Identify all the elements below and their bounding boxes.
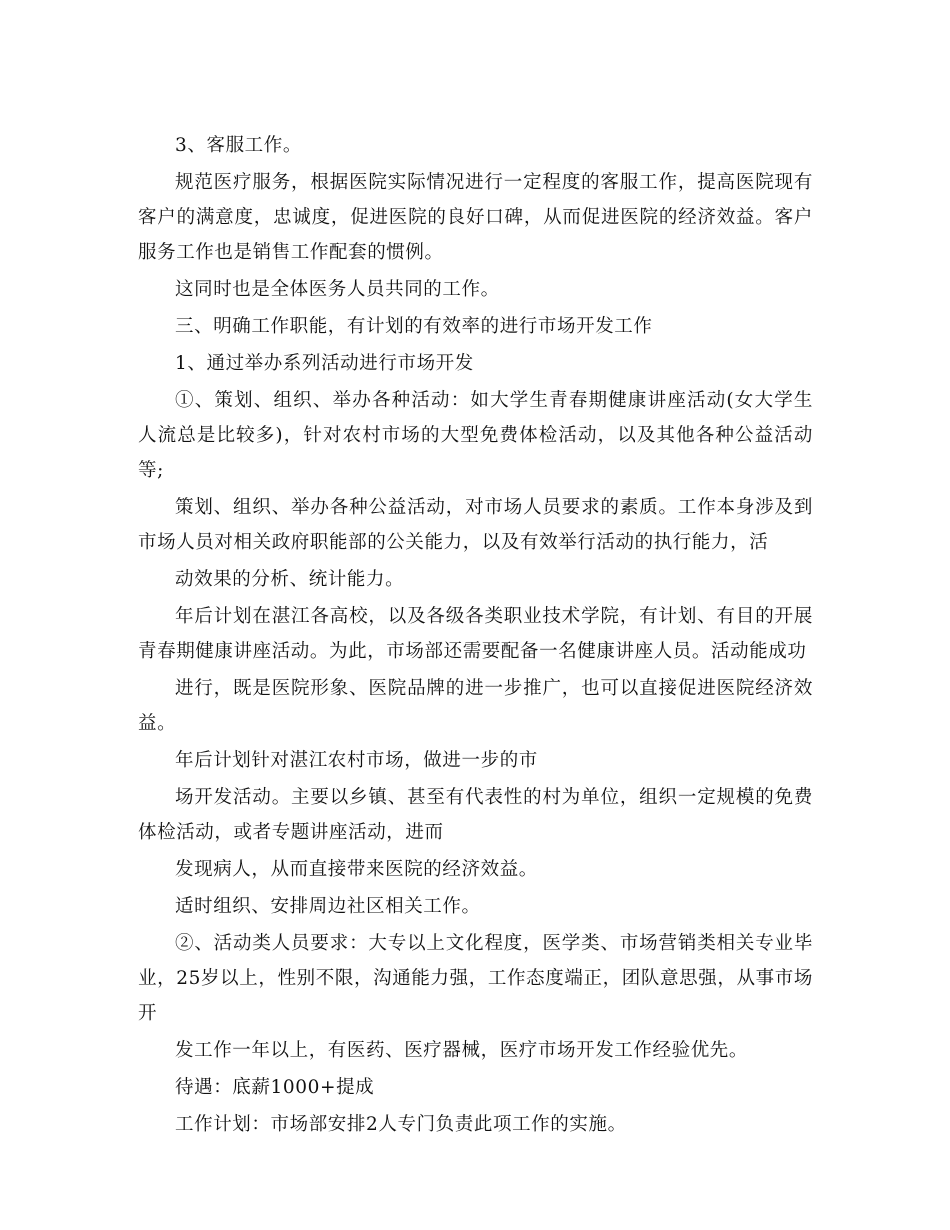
- paragraph: 工作计划：市场部安排2人专门负责此项工作的实施。: [175, 1114, 627, 1135]
- paragraph: 三、明确工作职能，有计划的有效率的进行市场开发工作: [175, 316, 653, 337]
- paragraph: 场开发活动。主要以乡镇、甚至有代表性的村为单位，组织一定规模的免费体检活动，或者专题讲座活动，进而: [138, 787, 813, 843]
- paragraph: 策划、组织、举办各种公益活动，对市场人员要求的素质。工作本身涉及到市场人员对相关政府职能部的公关能力，以及有效举行活动的执行能力，活: [138, 497, 813, 553]
- paragraph: 进行，既是医院形象、医院品牌的进一步推广，也可以直接促进医院经济效益。: [138, 678, 813, 734]
- document-body: [138, 128, 813, 1142]
- paragraph: 发现病人，从而直接带来医院的经济效益。: [175, 859, 538, 880]
- paragraph: 发工作一年以上，有医药、医疗器械，医疗市场开发工作经验优先。: [175, 1040, 749, 1061]
- paragraph: 这同时也是全体医务人员共同的工作。: [175, 279, 500, 300]
- paragraph: 年后计划在湛江各高校，以及各级各类职业技术学院，有计划、有目的开展青春期健康讲座活动。为此，市场部还需要配备一名健康讲座人员。活动能成功: [138, 606, 813, 662]
- paragraph: 规范医疗服务，根据医院实际情况进行一定程度的客服工作，提高医院现有客户的满意度，忠诚度，促进医院的良好口碑，从而促进医院的经济效益。客户服务工作也是销售工作配套的惯例。: [138, 172, 813, 263]
- paragraph: 适时组织、安排周边社区相关工作。: [175, 896, 481, 917]
- paragraph: ①、策划、组织、举办各种活动：如大学生青春期健康讲座活动(女大学生人流总是比较多)，针对农村市场的大型免费体检活动，以及其他各种公益活动等;: [138, 390, 813, 481]
- paragraph: 动效果的分析、统计能力。: [175, 569, 405, 590]
- paragraph: 年后计划针对湛江农村市场，做进一步的市: [175, 750, 538, 771]
- paragraph: 1、通过举办系列活动进行市场开发: [175, 353, 474, 374]
- paragraph: 待遇：底薪1000+提成: [175, 1077, 375, 1098]
- paragraph: 3、客服工作。: [175, 135, 302, 156]
- paragraph: ②、活动类人员要求：大专以上文化程度，医学类、市场营销类相关专业毕业，25岁以上，性别不限，沟通能力强，工作态度端正，团队意思强，从事市场开: [138, 933, 813, 1024]
